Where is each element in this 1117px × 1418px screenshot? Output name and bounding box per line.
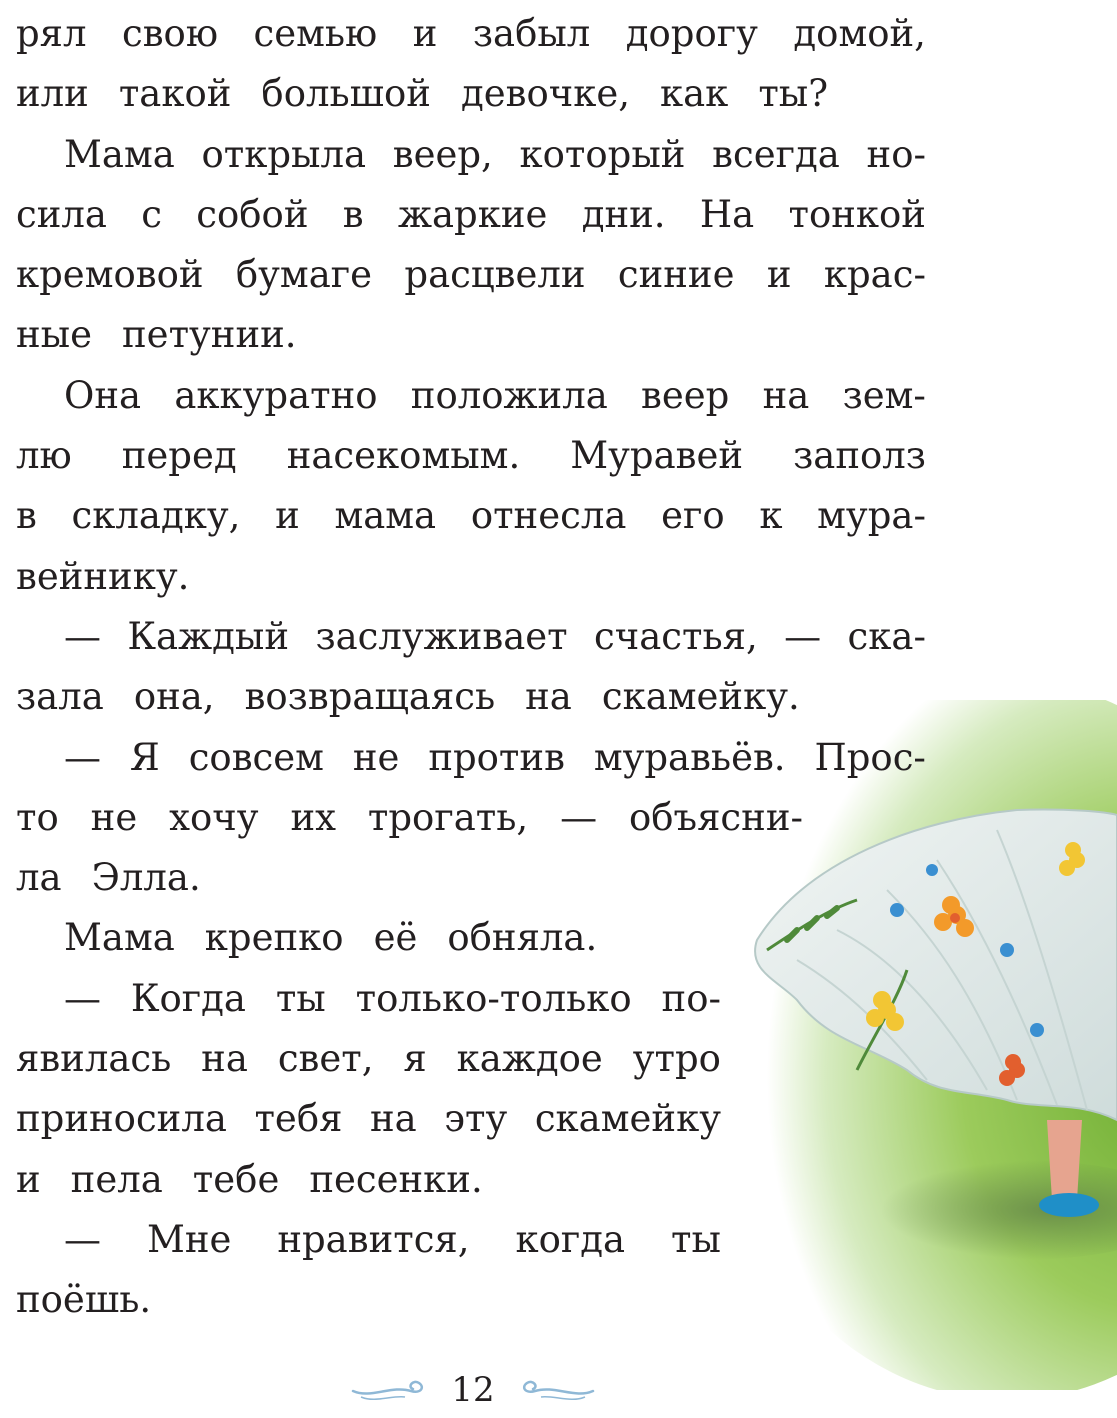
word: ты	[671, 1217, 721, 1261]
left-swirl-ornament-icon	[351, 1375, 431, 1405]
text-line	[16, 1270, 721, 1330]
text-line	[16, 547, 926, 607]
word: свет,	[277, 1037, 374, 1081]
word: приносила	[16, 1097, 227, 1141]
text-line	[16, 64, 926, 124]
text-line	[16, 788, 803, 848]
word: и	[766, 253, 792, 297]
word: её	[373, 916, 418, 960]
word: крепко	[204, 916, 344, 960]
word: крас-	[823, 253, 926, 297]
word: лю	[16, 434, 72, 478]
word: такой	[118, 72, 232, 116]
word: —	[64, 1217, 101, 1261]
word: собой	[196, 192, 309, 236]
word: забыл	[472, 12, 591, 55]
word: объясни-	[629, 795, 803, 839]
word: жаркие	[397, 192, 548, 236]
word: —	[64, 614, 101, 658]
word: песенки.	[309, 1157, 483, 1201]
word: только-только	[355, 976, 632, 1020]
text-line	[16, 185, 926, 245]
word: —	[64, 976, 101, 1020]
word: Мне	[146, 1217, 232, 1261]
word: положила	[410, 373, 608, 417]
text-line	[16, 667, 926, 727]
word: его	[661, 494, 725, 538]
word: Я	[129, 735, 160, 779]
page-text	[16, 4, 926, 1331]
word: ты	[275, 976, 326, 1020]
word: ные	[16, 313, 93, 357]
word: когда	[515, 1217, 626, 1261]
word: на	[201, 1037, 248, 1081]
word: или	[16, 72, 89, 116]
word: Муравей	[570, 434, 744, 478]
word: каждое	[456, 1037, 603, 1081]
word: свою	[121, 12, 219, 55]
word: рял	[16, 12, 87, 55]
word: девочке,	[460, 72, 630, 116]
word: по-	[661, 976, 721, 1020]
word: возвращаясь	[244, 675, 496, 719]
text-line	[16, 245, 926, 305]
text-line	[16, 486, 926, 546]
word: заслуживает	[315, 614, 568, 658]
word: Каждый	[127, 614, 290, 658]
word: На	[699, 192, 755, 236]
word: Элла.	[91, 856, 201, 900]
word: ты?	[758, 72, 829, 116]
word: то	[16, 795, 59, 839]
word: насекомым.	[286, 434, 521, 478]
word: счастья,	[594, 614, 758, 658]
word: аккуратно	[174, 373, 378, 417]
page-footer	[348, 1368, 598, 1412]
word: веер	[641, 373, 730, 417]
text-line	[16, 1089, 721, 1149]
word: поёшь.	[16, 1278, 152, 1322]
word: но-	[866, 132, 926, 176]
word: в	[16, 494, 37, 538]
word: тонкой	[788, 192, 926, 236]
word: —	[560, 795, 598, 839]
word: и	[16, 1157, 41, 1201]
right-swirl-ornament-icon	[515, 1375, 595, 1405]
word: домой,	[793, 12, 926, 55]
word: веер,	[392, 132, 493, 176]
word: перед	[121, 434, 237, 478]
word: и	[275, 494, 300, 538]
word: скамейку.	[601, 675, 800, 719]
word: семью	[253, 12, 378, 55]
word: на	[370, 1097, 417, 1141]
text-line	[16, 728, 926, 788]
word: не	[352, 735, 400, 779]
word: петунии.	[122, 313, 297, 357]
word: сила	[16, 192, 107, 236]
word: ска-	[847, 614, 926, 658]
text-line	[16, 969, 721, 1029]
word: скамейку	[534, 1097, 721, 1141]
word: мура-	[817, 494, 926, 538]
text-line	[16, 366, 926, 426]
word: зем-	[842, 373, 926, 417]
text-line	[16, 908, 776, 968]
word: хочу	[169, 795, 259, 839]
word: расцвели	[404, 253, 586, 297]
word: бумаге	[235, 253, 373, 297]
word: тебе	[192, 1157, 280, 1201]
word: тебя	[254, 1097, 343, 1141]
word: кремовой	[16, 253, 204, 297]
word: не	[90, 795, 138, 839]
word: эту	[444, 1097, 508, 1141]
word: на	[525, 675, 572, 719]
word: явилась	[16, 1037, 172, 1081]
word: и	[412, 12, 438, 55]
word: обняла.	[447, 916, 598, 960]
word: Прос-	[814, 735, 926, 779]
word: их	[290, 795, 336, 839]
word: открыла	[201, 132, 367, 176]
word: —	[64, 735, 101, 779]
text-line	[16, 1210, 721, 1270]
word: утро	[632, 1037, 721, 1081]
word: вейнику.	[16, 554, 190, 598]
word: большой	[261, 72, 431, 116]
text-line	[16, 125, 926, 185]
word: дорогу	[625, 12, 758, 55]
text-line	[16, 305, 926, 365]
word: всегда	[712, 132, 840, 176]
text-line	[16, 1029, 721, 1089]
page-number: 12	[451, 1370, 495, 1410]
text-line	[16, 848, 803, 908]
word: к	[759, 494, 783, 538]
word: Мама	[64, 132, 175, 176]
word: синие	[617, 253, 735, 297]
word: трогать,	[367, 795, 529, 839]
word: нравится,	[277, 1217, 470, 1261]
word: на	[762, 373, 810, 417]
text-line	[16, 1150, 721, 1210]
text-line	[16, 426, 926, 486]
word: который	[519, 132, 686, 176]
word: я	[403, 1037, 427, 1081]
word: дни.	[581, 192, 666, 236]
word: Мама	[64, 916, 175, 960]
word: как	[660, 72, 729, 116]
word: Она	[64, 373, 142, 417]
word: —	[784, 614, 822, 658]
word: в	[342, 192, 364, 236]
word: складку,	[71, 494, 241, 538]
word: она,	[133, 675, 215, 719]
word: ла	[16, 856, 62, 900]
word: против	[428, 735, 565, 779]
word: отнесла	[470, 494, 627, 538]
text-line	[16, 4, 926, 64]
word: пела	[70, 1157, 163, 1201]
word: мама	[334, 494, 437, 538]
word: с	[141, 192, 162, 236]
word: зала	[16, 675, 104, 719]
word: совсем	[188, 735, 324, 779]
word: Когда	[130, 976, 246, 1020]
text-line	[16, 607, 926, 667]
word: муравьёв.	[593, 735, 786, 779]
word: заполз	[793, 434, 926, 478]
